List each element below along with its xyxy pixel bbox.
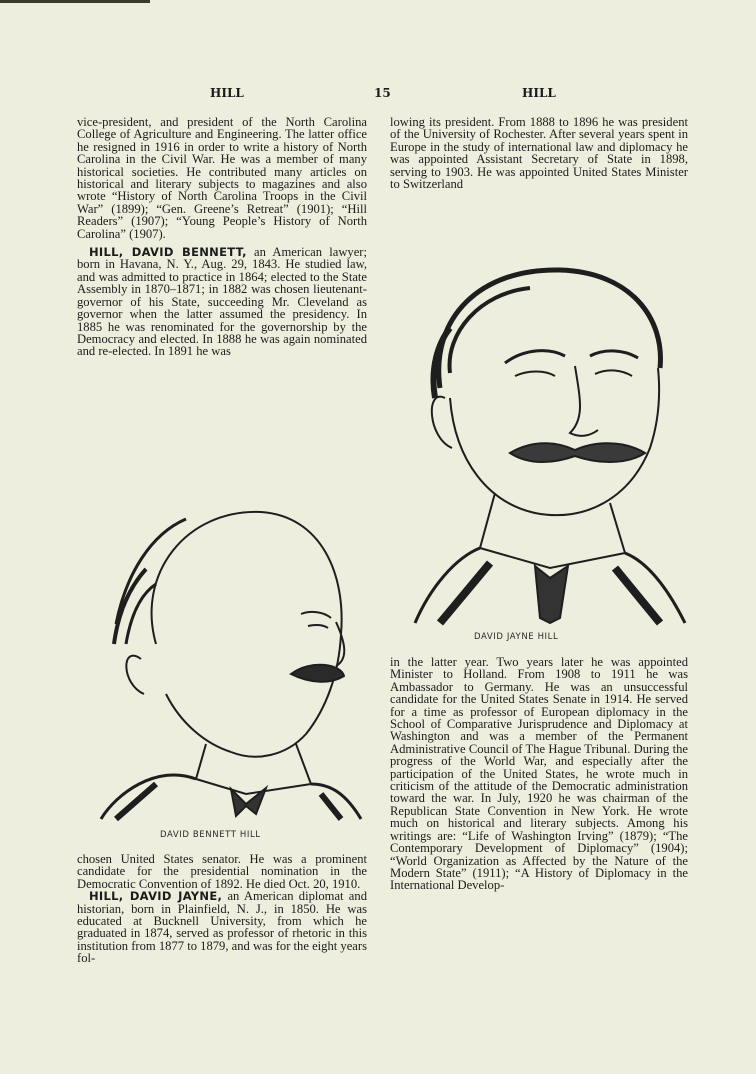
entry-david-jayne-hill [77, 890, 367, 964]
paragraph-continuation: vice-president, and president of the North Carolina College of Agriculture and Engineering. The latter office he resigned in 1916 in order to write a history of North Carolina in the Civil War. He was a member of many historical societies. He contributed many articles on historical and literary subjects to magazines and also wrote “History of North Carolina Troops in the Civil War” (1899); “Gen. Greene’s Retreat” (1901); “Hill Readers” (1907); “Young People’s History of North Carolina” (1907). [77, 115, 367, 241]
column-left-top [77, 116, 367, 358]
paragraph-continuation-2: chosen United States senator. He was a prominent candidate for the presidential nomination in the Democratic Convention of 1892. He died Oct. 20, 1910. [77, 852, 367, 891]
entry-heading: HILL, DAVID JAYNE, [89, 889, 223, 904]
caption-david-bennett-hill: DAVID BENNETT HILL [160, 830, 261, 840]
running-header [0, 86, 756, 102]
portrait-david-jayne-hill [410, 248, 690, 628]
header-right: HILL [522, 86, 556, 100]
paragraph-continuation-3: lowing its president. From 1888 to 1896 he was president of the University of Rochester. After several years spent in Europe in the study of international law and diplomacy he was appointed Assistant Secretary of State in 1898, serving to 1903. He was appointed United States Minister to Switzerland [390, 115, 688, 192]
column-right-top [390, 116, 688, 190]
entry-body: an American lawyer; born in Havana, N. Y., Aug. 29, 1843. He studied law, and was admitted to practice in 1864; elected to the State Assembly in 1870–1871; in 1882 was chosen lieutenant-governor of his State, succeeding Mr. Cleveland as governor when the latter assumed the presidency. In 1885 he was renominated for the governorship by the Democracy and elected. In 1888 he was again nominated and re-elected. In 1891 he was [77, 245, 367, 359]
entry-heading: HILL, DAVID BENNETT, [89, 245, 247, 260]
paragraph-continuation-4: in the latter year. Two years later he was appointed Minister to Holland. From 1908 to 1911 he was Ambassador to Germany. He was an unsuccessful candidate for the United States Senate in 1914. He served for a time as professor of European diplomacy in the School of Comparative Jurisprudence and Diplomacy at Washington and was a member of the Permanent Administrative Council of The Hague Tribunal. During the progress of the World War, and especially after the participation of the United States, he wrote much in criticism of the attitude of the Democratic administration toward the war. In July, 1920 he was chairman of the Republican State Convention in New York. He wrote much on historical and literary subjects. Among his writings are: “Life of Washington Irving” (1879); “The Contemporary Development of Diplomacy” (1904); “World Organization as Affected by the Nature of the Modern State” (1911); “A History of Diplomacy in the International Develop- [390, 655, 688, 893]
portrait-david-bennett-hill [96, 494, 366, 824]
caption-david-jayne-hill: DAVID JAYNE HILL [474, 632, 559, 642]
entry-david-bennett-hill [77, 246, 367, 358]
column-right-bottom [390, 656, 688, 892]
column-left-bottom [77, 853, 367, 965]
page-edge-mark [0, 0, 150, 3]
entry-body: an American diplomat and historian, born in Plainfield, N. J., in 1850. He was educated at Bucknell University, from which he graduated in 1874, served as professor of rhetoric in this institution from 1877 to 1879, and was for the eight years fol- [77, 889, 367, 966]
page-number: 15 [374, 86, 391, 100]
header-left: HILL [210, 86, 244, 100]
